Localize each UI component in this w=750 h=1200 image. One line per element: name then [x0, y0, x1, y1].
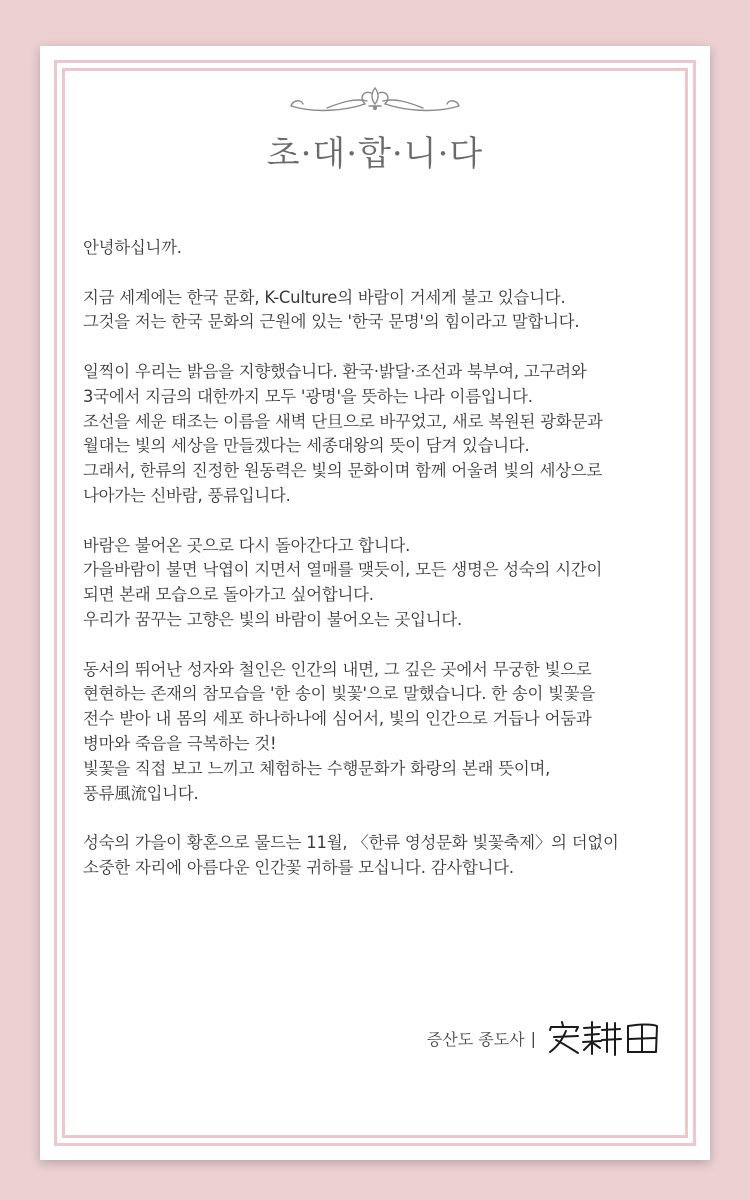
- letter-body: [83, 236, 673, 906]
- flourish-ornament-icon: [287, 84, 463, 114]
- signature-role: 증산도 종도사: [426, 1029, 525, 1049]
- page-title: 초·대·합·니·다: [266, 134, 484, 174]
- paragraph-wind: 바람은 불어온 곳으로 다시 돌아간다고 합니다. 가을바람이 불면 낙엽이 지면서 열매를 맺듯이, 모든 생명은 성숙의 시간이 되면 본래 모습으로 돌아가고 싶어합니다. 우리가 꿈꾸는 고향은 빛의 바람이 불어오는 곳입니다.: [83, 535, 603, 629]
- handwritten-signature: [544, 1018, 664, 1058]
- signature-block: [427, 1018, 664, 1058]
- invitation-card: [40, 46, 710, 1160]
- paragraph-brightness: 일찍이 우리는 밝음을 지향했습니다. 환국·밝달·조선과 북부여, 고구려와 3국에서 지금의 대한까지 모두 '광명'을 뜻하는 나라 이름입니다. 조선을 세운 태조는 이름을 새벽 단旦으로 바꾸었고, 새로 복원된 광화문과 월대는 빛의 세상을 만들겠다는 세종대왕의 뜻이 담겨 있습니다. 그래서, 한류의 진정한 원동력은 빛의 문화이며 함께 어울려 빛의 세상으로 나아가는 신바람, 풍류입니다.: [83, 361, 603, 505]
- paragraph-greeting: 안녕하십니까.: [83, 238, 182, 257]
- paragraph-invitation: 성숙의 가을이 황혼으로 물드는 11월, 〈한류 영성문화 빛꽃축제〉의 더없이 소중한 자리에 아름다운 인간꽃 귀하를 모십니다. 감사합니다.: [83, 833, 619, 877]
- paragraph-k-culture: 지금 세계에는 한국 문화, K-Culture의 바람이 거세게 불고 있습니다. 그것을 저는 한국 문화의 근원에 있는 '한국 문명'의 힘이라고 말합니다.: [83, 287, 580, 332]
- signature-separator: |: [530, 1028, 536, 1048]
- paragraph-light-flower: 동서의 뛰어난 성자와 철인은 인간의 내면, 그 깊은 곳에서 무궁한 빛으로 현현하는 존재의 참모습을 '한 송이 빛꽃'으로 말했습니다. 한 송이 빛꽃을 전수 받아 내 몸의 세포 하나하나에 심어서, 빛의 인간으로 거듭나 어둠과 병마와 죽음을 극복하는 것! 빛꽃을 직접 보고 느끼고 체험하는 수행문화가 화랑의 본래 뜻이며, 풍류風流입니다.: [83, 659, 596, 803]
